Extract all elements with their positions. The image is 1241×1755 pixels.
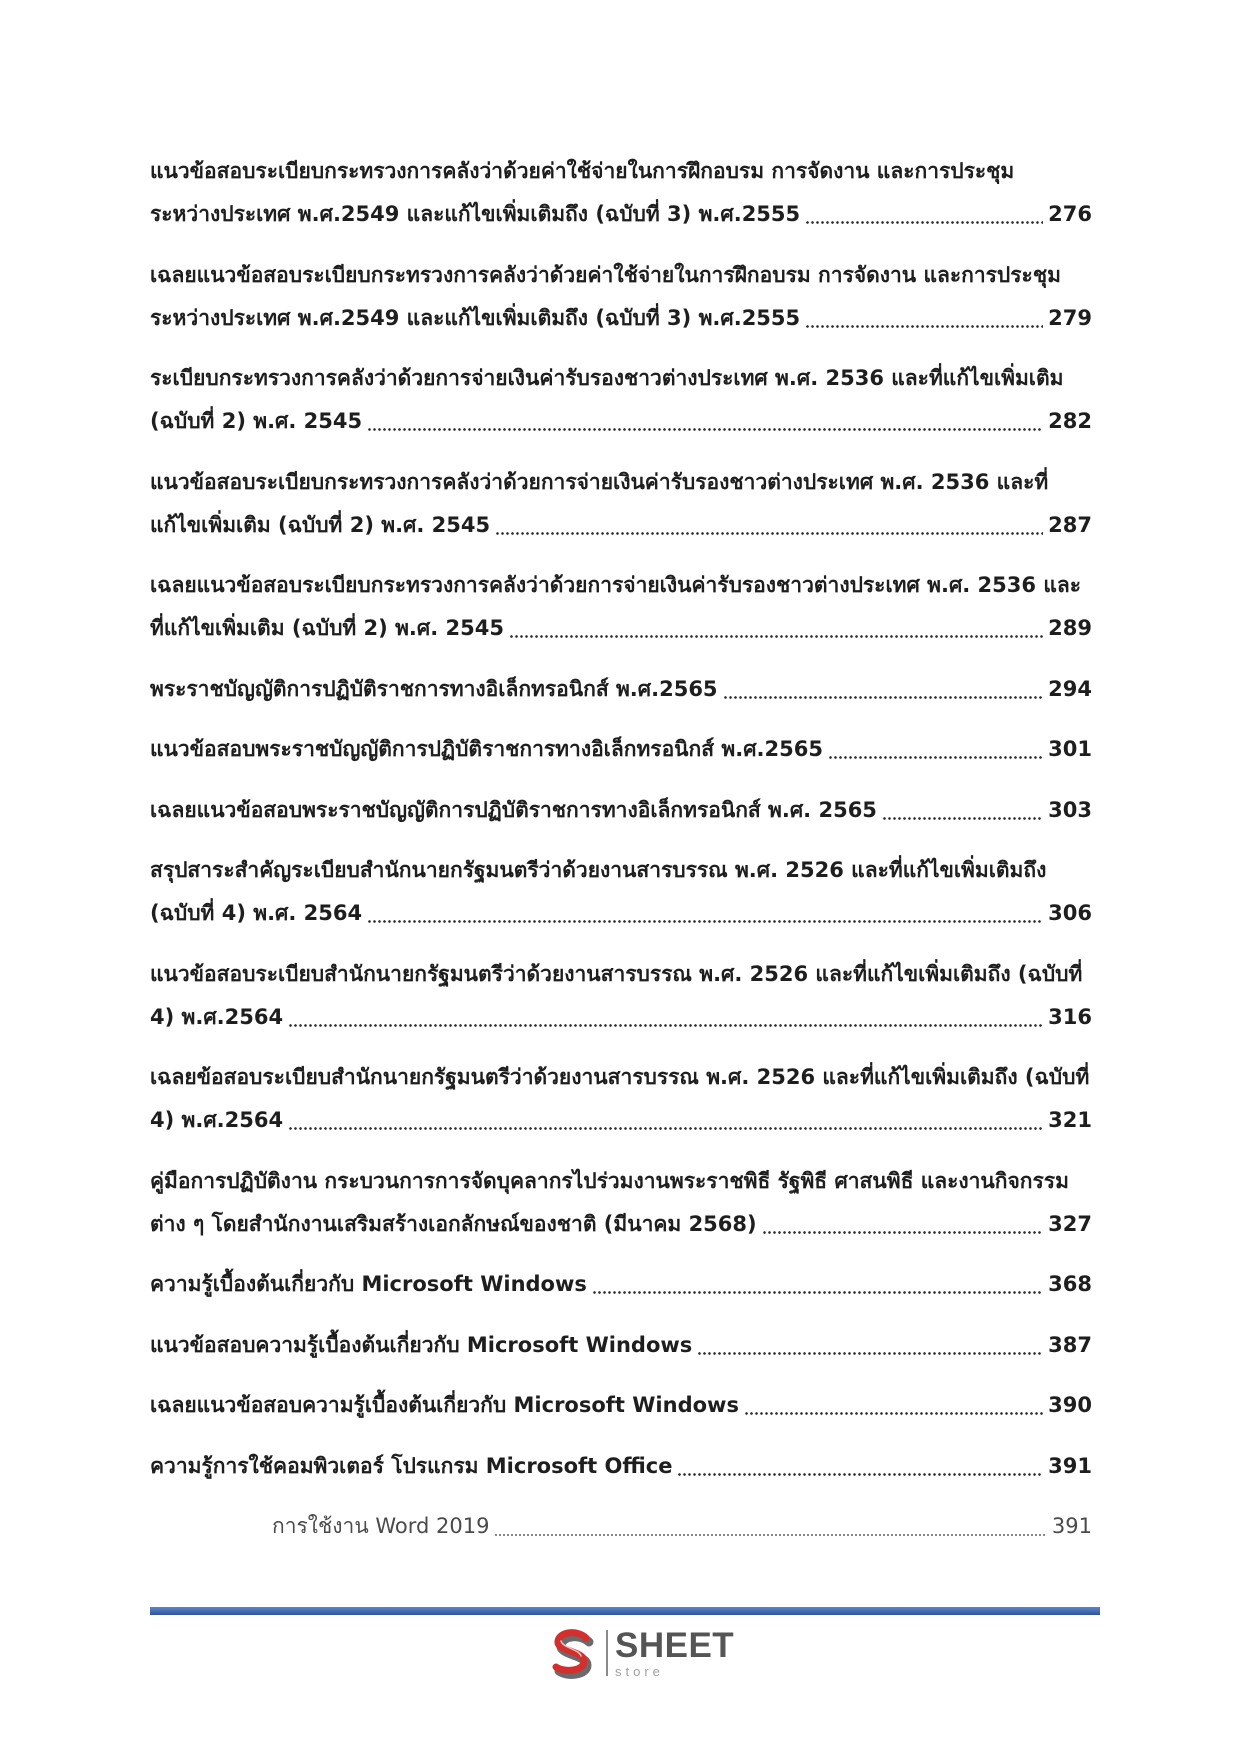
toc-entry-title-line: สรุปสาระสำคัญระเบียบสำนักนายกรัฐมนตรีว่าด้วยงานสารบรรณ พ.ศ. 2526 และที่แก้ไขเพิ่มเติมถึง xyxy=(150,858,1047,882)
toc-entry-final-line xyxy=(150,504,1092,547)
dot-leader xyxy=(805,297,1043,340)
toc-entry xyxy=(150,1445,1092,1488)
dot-leader xyxy=(697,1324,1043,1367)
toc-page-number: 321 xyxy=(1048,1108,1092,1132)
toc-page-number: 306 xyxy=(1048,901,1092,925)
toc-entry xyxy=(150,564,1092,650)
toc-page-number: 289 xyxy=(1048,616,1092,640)
toc-entry-title-line: ต่าง ๆ โดยสำนักงานเสริมสร้างเอกลักษณ์ของชาติ (มีนาคม 2568) xyxy=(150,1211,757,1236)
toc-sub-entry xyxy=(150,1505,1092,1548)
toc-entry-final-line xyxy=(150,297,1092,340)
dot-leader xyxy=(677,1445,1043,1488)
toc-entry xyxy=(150,1056,1092,1142)
footer-rule xyxy=(150,1607,1100,1615)
toc-entry-title-line: พระราชบัญญัติการปฏิบัติราชการทางอิเล็กทรอนิกส์ พ.ศ.2565 xyxy=(150,676,718,701)
dot-leader xyxy=(592,1263,1043,1306)
sheet-store-s-icon xyxy=(546,1626,598,1680)
dot-leader xyxy=(288,996,1043,1039)
toc-entry-final-line xyxy=(150,1324,1092,1367)
dot-leader xyxy=(367,892,1043,935)
toc-page-number: 294 xyxy=(1048,676,1092,701)
toc-page-number: 391 xyxy=(1051,1514,1092,1538)
toc-entry xyxy=(150,953,1092,1039)
toc-entry-final-line xyxy=(150,728,1092,771)
toc-entry-title-line: แก้ไขเพิ่มเติม (ฉบับที่ 2) พ.ศ. 2545 xyxy=(150,512,491,537)
logo-tagline: store xyxy=(615,1664,664,1679)
toc-entry-final-line xyxy=(150,1263,1092,1306)
toc-entry-final-line xyxy=(150,1445,1092,1488)
toc-entry-title-line: เฉลยแนวข้อสอบระเบียบกระทรวงการคลังว่าด้วยการจ่ายเงินค่ารับรองชาวต่างประเทศ พ.ศ. 2536 และ xyxy=(150,573,1082,597)
sheet-store-logo xyxy=(546,1624,734,1682)
toc-entry-final-line xyxy=(150,1384,1092,1427)
toc-entry-title-line: ระหว่างประเทศ พ.ศ.2549 และแก้ไขเพิ่มเติมถึง (ฉบับที่ 3) พ.ศ.2555 xyxy=(150,305,801,330)
toc-entry-title-line: ความรู้การใช้คอมพิวเตอร์ โปรแกรม Microsoft Office xyxy=(150,1453,673,1478)
toc-page-number: 303 xyxy=(1048,797,1092,822)
toc-entry-title-line: ความรู้เบื้องต้นเกี่ยวกับ Microsoft Windows xyxy=(150,1272,587,1296)
dot-leader xyxy=(828,728,1043,771)
toc-page-number: 282 xyxy=(1048,409,1092,433)
toc-entry-title-line: แนวข้อสอบระเบียบสำนักนายกรัฐมนตรีว่าด้วยงานสารบรรณ พ.ศ. 2526 และที่แก้ไขเพิ่มเติมถึง (ฉบับที่ xyxy=(150,961,1083,986)
toc-page-number: 327 xyxy=(1048,1211,1092,1236)
toc-entry-title-line: เฉลยแนวข้อสอบความรู้เบื้องต้นเกี่ยวกับ Microsoft Windows xyxy=(150,1393,739,1417)
dot-leader xyxy=(494,1505,1046,1548)
toc-entry-title-line: ที่แก้ไขเพิ่มเติม (ฉบับที่ 2) พ.ศ. 2545 xyxy=(150,616,504,640)
toc-page-number: 387 xyxy=(1048,1332,1092,1357)
toc-entry-final-line xyxy=(150,892,1092,935)
toc-entry xyxy=(150,150,1092,236)
toc-entry xyxy=(150,1263,1092,1306)
table-of-contents xyxy=(150,150,1092,1566)
toc-entry xyxy=(150,728,1092,771)
toc-entry-title-line: ระเบียบกระทรวงการคลังว่าด้วยการจ่ายเงินค่ารับรองชาวต่างประเทศ พ.ศ. 2536 และที่แก้ไขเพิ่มเติม xyxy=(150,366,1064,390)
toc-page-number: 368 xyxy=(1048,1272,1092,1296)
toc-entry xyxy=(150,1324,1092,1367)
toc-entry-final-line xyxy=(150,400,1092,443)
dot-leader xyxy=(495,504,1043,547)
toc-entry-title-line: แนวข้อสอบระเบียบกระทรวงการคลังว่าด้วยการจ่ายเงินค่ารับรองชาวต่างประเทศ พ.ศ. 2536 และที่ xyxy=(150,469,1049,494)
toc-page-number: 287 xyxy=(1048,512,1092,537)
dot-leader xyxy=(367,400,1043,443)
toc-entry-title-line: แนวข้อสอบระเบียบกระทรวงการคลังว่าด้วยค่าใช้จ่ายในการฝึกอบรม การจัดงาน และการประชุม xyxy=(150,159,1015,183)
toc-entry-title-line: การใช้งาน Word 2019 xyxy=(272,1514,490,1538)
logo-divider xyxy=(606,1630,608,1676)
toc-entry-title-line: เฉลยแนวข้อสอบระเบียบกระทรวงการคลังว่าด้วยค่าใช้จ่ายในการฝึกอบรม การจัดงาน และการประชุม xyxy=(150,262,1061,287)
toc-entry-final-line xyxy=(150,668,1092,711)
dot-leader xyxy=(882,789,1043,832)
toc-page-number: 301 xyxy=(1048,737,1092,761)
toc-entry-final-line xyxy=(150,607,1092,650)
toc-page-number: 390 xyxy=(1048,1393,1092,1417)
toc-entry xyxy=(150,461,1092,547)
toc-entry-final-line xyxy=(150,789,1092,832)
logo-words xyxy=(615,1628,734,1678)
toc-entry xyxy=(150,254,1092,340)
toc-entry xyxy=(150,849,1092,935)
toc-entry-final-line xyxy=(150,1203,1092,1246)
toc-entry xyxy=(150,1384,1092,1427)
toc-entry-title-line: แนวข้อสอบความรู้เบื้องต้นเกี่ยวกับ Microsoft Windows xyxy=(150,1332,693,1357)
toc-entry-title-line: แนวข้อสอบพระราชบัญญัติการปฏิบัติราชการทางอิเล็กทรอนิกส์ พ.ศ.2565 xyxy=(150,737,823,761)
toc-entry-final-line xyxy=(150,1099,1092,1142)
toc-entry xyxy=(150,668,1092,711)
logo-wordmark: SHEET xyxy=(615,1626,735,1665)
toc-page-number: 316 xyxy=(1048,1004,1092,1029)
toc-entry-title-line: 4) พ.ศ.2564 xyxy=(150,1108,284,1132)
toc-entry-title-line: เฉลยแนวข้อสอบพระราชบัญญัติการปฏิบัติราชการทางอิเล็กทรอนิกส์ พ.ศ. 2565 xyxy=(150,797,877,822)
toc-entry-final-line xyxy=(150,193,1092,236)
toc-entry-title-line: ระหว่างประเทศ พ.ศ.2549 และแก้ไขเพิ่มเติมถึง (ฉบับที่ 3) พ.ศ.2555 xyxy=(150,202,801,226)
toc-entry-title-line: เฉลยข้อสอบระเบียบสำนักนายกรัฐมนตรีว่าด้วยงานสารบรรณ พ.ศ. 2526 และที่แก้ไขเพิ่มเติมถึง (ฉบับที่ xyxy=(150,1065,1090,1089)
dot-leader xyxy=(762,1203,1044,1246)
toc-entry-title-line: คู่มือการปฏิบัติงาน กระบวนการการจัดบุคลากรไปร่วมงานพระราชพิธี รัฐพิธี ศาสนพิธี และงานกิจกรรม xyxy=(150,1168,1069,1193)
toc-entry-title-line: (ฉบับที่ 4) พ.ศ. 2564 xyxy=(150,901,363,925)
dot-leader xyxy=(509,607,1043,650)
toc-entry xyxy=(150,357,1092,443)
toc-entry-final-line xyxy=(150,996,1092,1039)
toc-entry-final-line xyxy=(272,1505,1092,1548)
toc-entry-title-line: 4) พ.ศ.2564 xyxy=(150,1004,284,1029)
toc-page-number: 279 xyxy=(1048,305,1092,330)
toc-entry-title-line: (ฉบับที่ 2) พ.ศ. 2545 xyxy=(150,409,363,433)
dot-leader xyxy=(805,193,1043,236)
dot-leader xyxy=(723,668,1044,711)
toc-entry xyxy=(150,789,1092,832)
toc-entry xyxy=(150,1160,1092,1246)
dot-leader xyxy=(744,1384,1043,1427)
toc-page-number: 276 xyxy=(1048,202,1092,226)
dot-leader xyxy=(288,1099,1043,1142)
toc-page-number: 391 xyxy=(1048,1453,1092,1478)
